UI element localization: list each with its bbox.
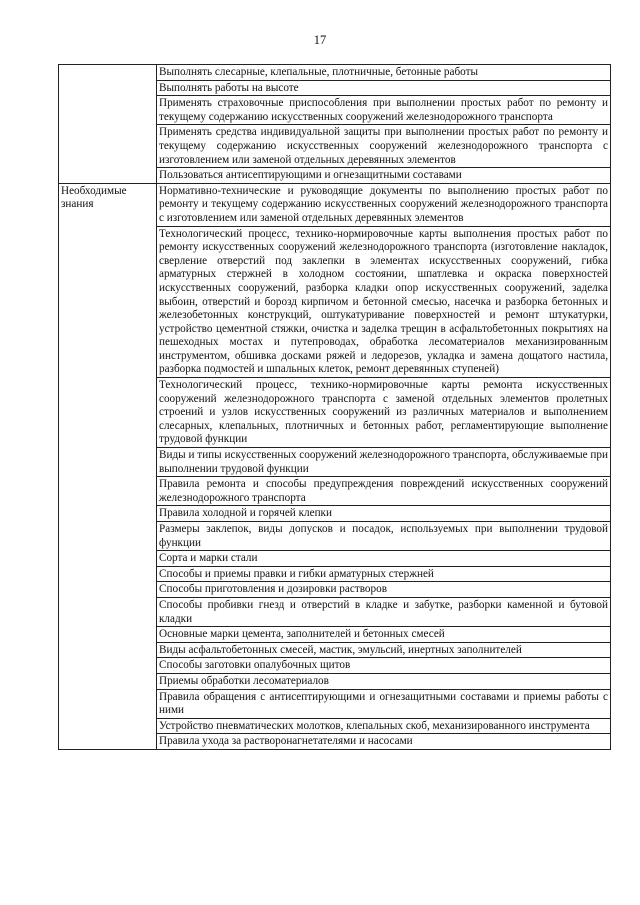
knowledge-item: Правила холодной и горячей клепки <box>157 506 611 522</box>
knowledge-item: Способы и приемы правки и гибки арматурных стержней <box>157 566 611 582</box>
knowledge-item: Правила ухода за растворонагнетателями и насосами <box>157 734 611 750</box>
knowledge-item: Способы пробивки гнезд и отверстий в кладке и забутке, разборки каменной и бутовой кладки <box>157 597 611 626</box>
knowledge-item: Правила обращения с антисептирующими и огнезащитными составами и приемы работы с ними <box>157 689 611 718</box>
skill-item: Выполнять работы на высоте <box>157 80 611 96</box>
page-number: 17 <box>313 33 327 47</box>
knowledge-item: Технологический процесс, технико-нормировочные карты выполнения простых работ по ремонту искусственных сооружений железнодорожного транспорта (изготовление накладок, сверление отверстий под заклепки в элементах искусственных сооружений, гибка арматурных стержней в холодном состоянии, шпатлевка и окраска поверхностей искусственных сооружений, разборка кладки опор искусственных сооружений, заделка выбоин, отверстий и борозд кирпичом и бетонной смесью, насечка и разборка бетонных и железобетонных конструкций, оштукатуривание поверхностей и ремонт штукатурки, устройство цементной стяжки, очистка и заделка трещин в асфальтобетонных покрытиях на пешеходных мостах и путепроводах, обработка лесоматериалов механизированным инструментом, обшивка досками ряжей и ледорезов, укладка и замена дощатого настила, разборка подмостей и шпальных клеток, ремонт деревянных ступеней) <box>157 226 611 378</box>
skill-item: Применять страховочные приспособления при выполнении простых работ по ремонту и текущему содержанию искусственных сооружений железнодорожного транспорта <box>157 96 611 125</box>
skill-item: Пользоваться антисептирующими и огнезащитными составами <box>157 168 611 184</box>
knowledge-item: Устройство пневматических молотков, клепальных скоб, механизированного инструмента <box>157 718 611 734</box>
knowledge-item: Размеры заклепок, виды допусков и посадок, используемых при выполнении трудовой функции <box>157 522 611 551</box>
knowledge-item: Виды и типы искусственных сооружений железнодорожного транспорта, обслуживаемые при выполнении трудовой функции <box>157 448 611 477</box>
requirements-table <box>58 64 611 750</box>
knowledge-label: Необходимые знания <box>59 183 157 749</box>
skills-label-cell <box>59 65 157 184</box>
knowledge-item: Технологический процесс, технико-нормировочные карты ремонта искусственных сооружений железнодорожного транспорта с заменой отдельных элементов пролетных строений и узлов искусственных сооружений из различных материалов и выполнением слесарных, клепальных, плотничных и бетонных работ, регламентирующие выполнение трудовой функции <box>157 378 611 448</box>
knowledge-item: Способы приготовления и дозировки растворов <box>157 582 611 598</box>
knowledge-item: Нормативно-технические и руководящие документы по выполнению простых работ по ремонту и текущему содержанию искусственных сооружений железнодорожного транспорта с изготовлением или заменой отдельных деревянных элементов <box>157 183 611 226</box>
knowledge-item: Способы заготовки опалубочных щитов <box>157 658 611 674</box>
knowledge-item: Основные марки цемента, заполнителей и бетонных смесей <box>157 627 611 643</box>
skill-item: Применять средства индивидуальной защиты при выполнении простых работ по ремонту и текущему содержанию искусственных сооружений железнодорожного транспорта с изготовлением или заменой отдельных деревянных элементов <box>157 125 611 168</box>
knowledge-item: Приемы обработки лесоматериалов <box>157 673 611 689</box>
table-row <box>59 183 611 226</box>
knowledge-item: Сорта и марки стали <box>157 551 611 567</box>
skill-item: Выполнять слесарные, клепальные, плотничные, бетонные работы <box>157 65 611 81</box>
knowledge-item: Виды асфальтобетонных смесей, мастик, эмульсий, инертных заполнителей <box>157 642 611 658</box>
knowledge-item: Правила ремонта и способы предупреждения повреждений искусственных сооружений железнодорожного транспорта <box>157 477 611 506</box>
table-row <box>59 65 611 81</box>
